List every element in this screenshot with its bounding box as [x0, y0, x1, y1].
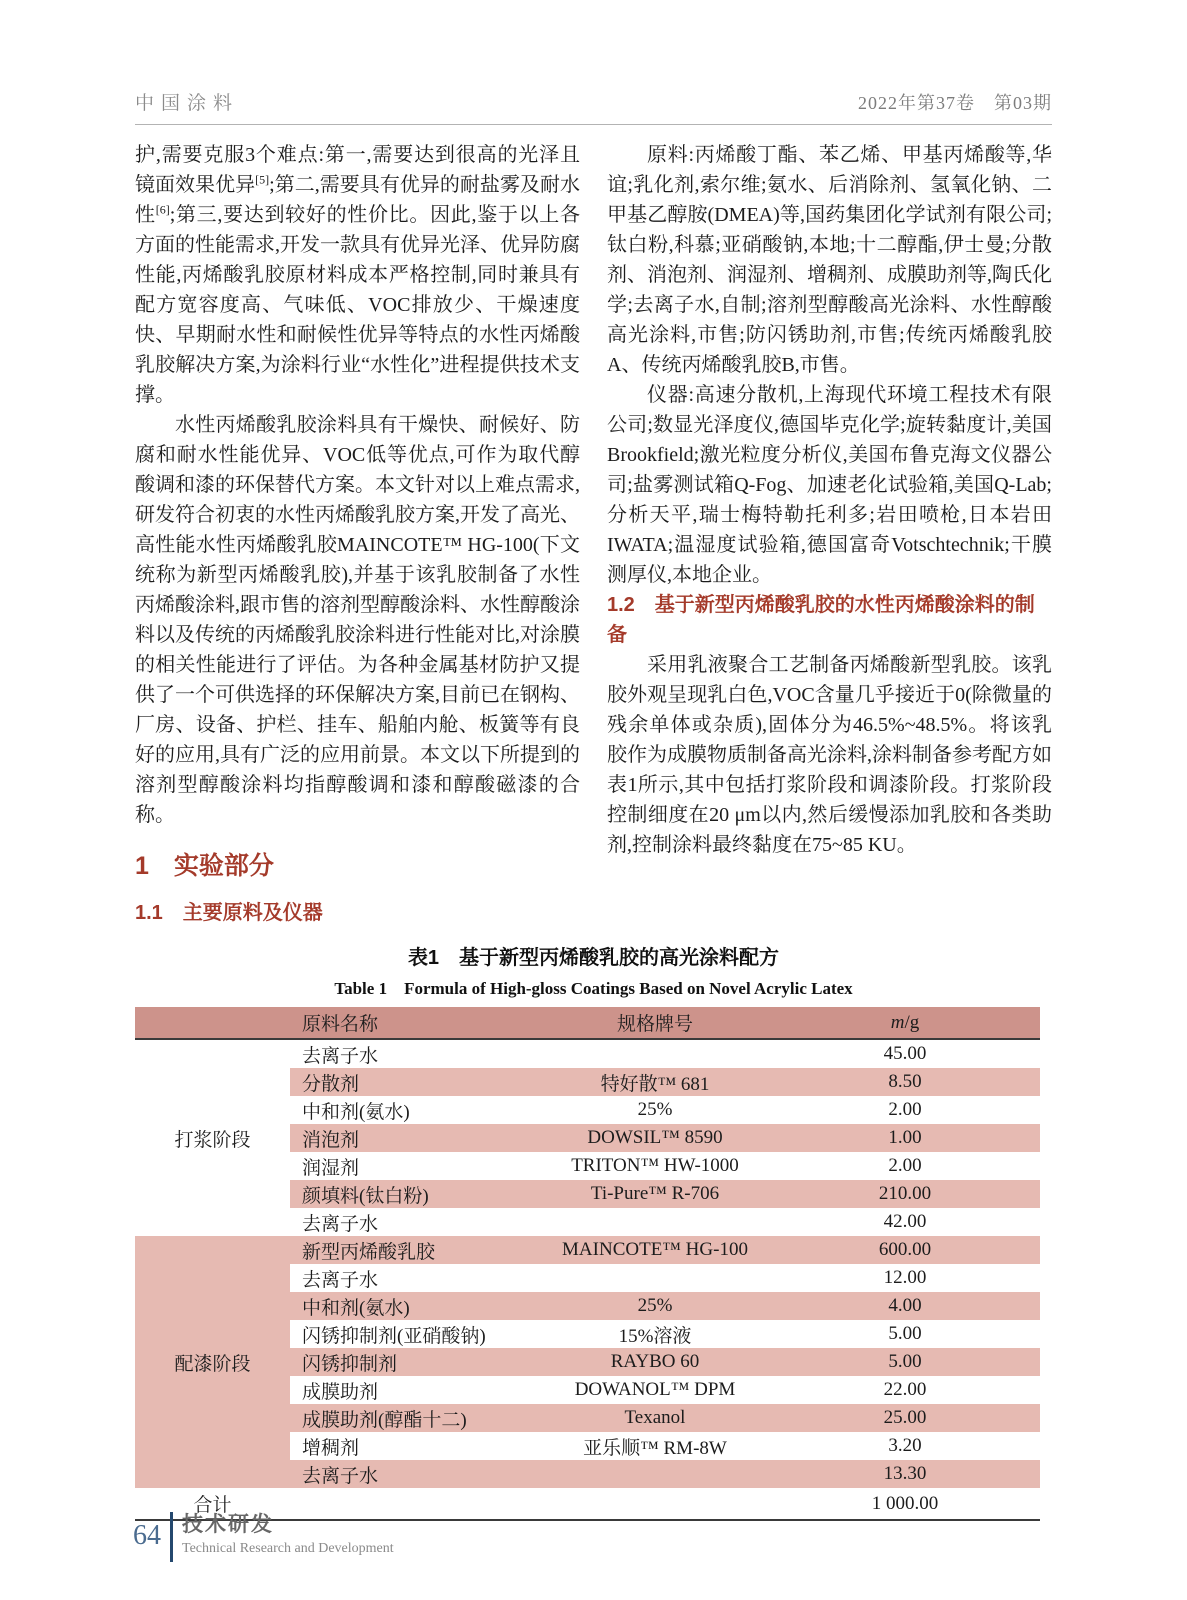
section-heading-experimental: 1 实验部分: [135, 852, 274, 880]
subsection-heading-preparation: 1.2 基于新型丙烯酸乳胶的水性丙烯酸涂料的制备: [607, 594, 1035, 646]
table-row: 去离子水 45.00: [290, 1040, 1040, 1068]
stage-label-letdown: 配漆阶段: [135, 1236, 290, 1488]
header-cell-spec: 规格牌号: [616, 1014, 693, 1035]
table-row: 去离子水 12.00: [290, 1264, 1040, 1292]
table-row: 新型丙烯酸乳胶 MAINCOTE™ HG-100 600.00: [290, 1236, 1040, 1264]
table-1-section: [135, 941, 1052, 1521]
formula-table: [135, 1007, 1040, 1521]
paragraph-preparation: 采用乳液聚合工艺制备丙烯酸新型乳胶。该乳胶外观呈现乳白色,VOC含量几乎接近于0(除微量的残余单体或杂质),固体分为46.5%~48.5%。将该乳胶作为成膜物质制备高光涂料,涂料制备参考配方如表1所示,其中包括打浆阶段和调漆阶段。打浆阶段控制细度在20 μm以内,然后缓慢添加乳胶和各类助剂,控制涂料最终黏度在75~85 KU。: [607, 654, 1052, 856]
table-row: 去离子水 42.00: [290, 1208, 1040, 1236]
table-body: [135, 1040, 1040, 1488]
table-row: 润湿剂 TRITON™ HW-1000 2.00: [290, 1152, 1040, 1180]
header-cell-amount: [770, 1012, 1040, 1034]
citation-ref-6: [6]: [155, 202, 170, 217]
header-cell-material: 原料名称: [302, 1014, 379, 1035]
total-value: 1 000.00: [871, 1492, 939, 1514]
table-rows: [290, 1040, 1040, 1488]
paragraph-raw-materials: 原料:丙烯酸丁酯、苯乙烯、甲基丙烯酸等,华谊;乳化剂,索尔维;氨水、后消除剂、氢氧化钠、二甲基乙醇胺(DMEA)等,国药集团化学试剂有限公司;钛白粉,科慕;亚硝酸钠,本地;十二醇酯,伊士曼;分散剂、消泡剂、润湿剂、增稠剂、成膜助剂等,陶氏化学;去离子水,自制;溶剂型醇酸高光涂料、水性醇酸高光涂料,市售;防闪锈助剂,市售;传统丙烯酸乳胶A、传统丙烯酸乳胶B,市售。: [607, 144, 1052, 376]
page-footer: [133, 1508, 394, 1562]
table-row: 成膜助剂 DOWANOL™ DPM 22.00: [290, 1376, 1040, 1404]
footer-section: [182, 1508, 394, 1557]
issue-info: 2022年第37卷 第03期: [858, 93, 1052, 113]
amount-unit: /g: [904, 1011, 920, 1033]
footer-section-zh: 技术研发: [182, 1513, 274, 1536]
subsection-heading-materials: 1.1 主要原料及仪器: [135, 902, 323, 924]
page-number: 64: [133, 1520, 161, 1551]
right-column: [607, 140, 1052, 925]
table-row: 中和剂(氨水) 25% 2.00: [290, 1096, 1040, 1124]
article-body: [135, 140, 1052, 925]
stage-column: [135, 1040, 290, 1488]
table-row: 去离子水 13.30: [290, 1460, 1040, 1488]
table-row: 闪锈抑制剂(亚硝酸钠) 15%溶液 5.00: [290, 1320, 1040, 1348]
paragraph-text: ;第二,需要具有优异的耐盐雾及耐水性: [135, 174, 580, 226]
paragraph-text: 护,需要克服3个难点:第一,需要达到很高的光泽且镜面效果优异: [135, 144, 580, 196]
stage-label-grinding: 打浆阶段: [135, 1040, 290, 1236]
paragraph: 水性丙烯酸乳胶涂料具有干燥快、耐候好、防腐和耐水性能优异、VOC低等优点,可作为取代醇酸调和漆的环保替代方案。本文针对以上难点需求,研发符合初衷的水性丙烯酸乳胶方案,开发了高光、高性能水性丙烯酸乳胶MAINCOTE™ HG-100(下文统称为新型丙烯酸乳胶),并基于该乳胶制备了水性丙烯酸涂料,跟市售的溶剂型醇酸涂料、水性醇酸涂料以及传统的丙烯酸乳胶涂料进行性能对比,对涂膜的相关性能进行了评估。为各种金属基材防护又提供了一个可供选择的环保解决方案,目前已在钢构、厂房、设备、护栏、挂车、船舶内舱、板簧等有良好的应用,具有广泛的应用前景。本文以下所提到的溶剂型醇酸涂料均指醇酸调和漆和醇酸磁漆的合称。: [135, 414, 580, 826]
page-header: [135, 88, 1052, 125]
table-title-en: Table 1 Formula of High-gloss Coatings Based on Novel Acrylic Latex: [334, 979, 853, 998]
table-row: 分散剂 特好散™ 681 8.50: [290, 1068, 1040, 1096]
table-title-zh: 表1 基于新型丙烯酸乳胶的高光涂料配方: [407, 947, 780, 969]
table-row: 闪锈抑制剂 RAYBO 60 5.00: [290, 1348, 1040, 1376]
footer-section-en: Technical Research and Development: [182, 1541, 394, 1556]
left-column: [135, 140, 580, 925]
table-row: 成膜助剂(醇酯十二) Texanol 25.00: [290, 1404, 1040, 1432]
table-row: 颜填料(钛白粉) Ti-Pure™ R-706 210.00: [290, 1180, 1040, 1208]
amount-symbol: m: [890, 1011, 905, 1033]
paragraph-text: ;第三,要达到较好的性价比。因此,鉴于以上各方面的性能需求,开发一款具有优异光泽、优异防腐性能,丙烯酸乳胶原材料成本严格控制,同时兼具有配方宽容度高、气味低、VOC排放少、干燥速度快、早期耐水性和耐候性优异等特点的水性丙烯酸乳胶解决方案,为涂料行业“水性化”进程提供技术支撑。: [135, 204, 580, 406]
paragraph-instruments: 仪器:高速分散机,上海现代环境工程技术有限公司;数显光泽度仪,德国毕克化学;旋转黏度计,美国Brookfield;激光粒度分析仪,美国布鲁克海文仪器公司;盐雾测试箱Q-Fog、加速老化试验箱,美国Q-Lab;分析天平,瑞士梅特勒托利多;岩田喷枪,日本岩田IWATA;温湿度试验箱,德国富奇Votschtechnik;干膜测厚仪,本地企业。: [607, 384, 1052, 586]
table-row: 消泡剂 DOWSIL™ 8590 1.00: [290, 1124, 1040, 1152]
total-label: 合计: [193, 1495, 232, 1516]
paragraph-continuation: [135, 140, 580, 410]
journal-name: 中国涂料: [135, 93, 240, 114]
table-row: 中和剂(氨水) 25% 4.00: [290, 1292, 1040, 1320]
citation-ref-5: [5]: [255, 172, 270, 187]
footer-divider-bar: [170, 1512, 173, 1562]
table-row: 增稠剂 亚乐顺™ RM-8W 3.20: [290, 1432, 1040, 1460]
table-header-row: [135, 1007, 1040, 1040]
